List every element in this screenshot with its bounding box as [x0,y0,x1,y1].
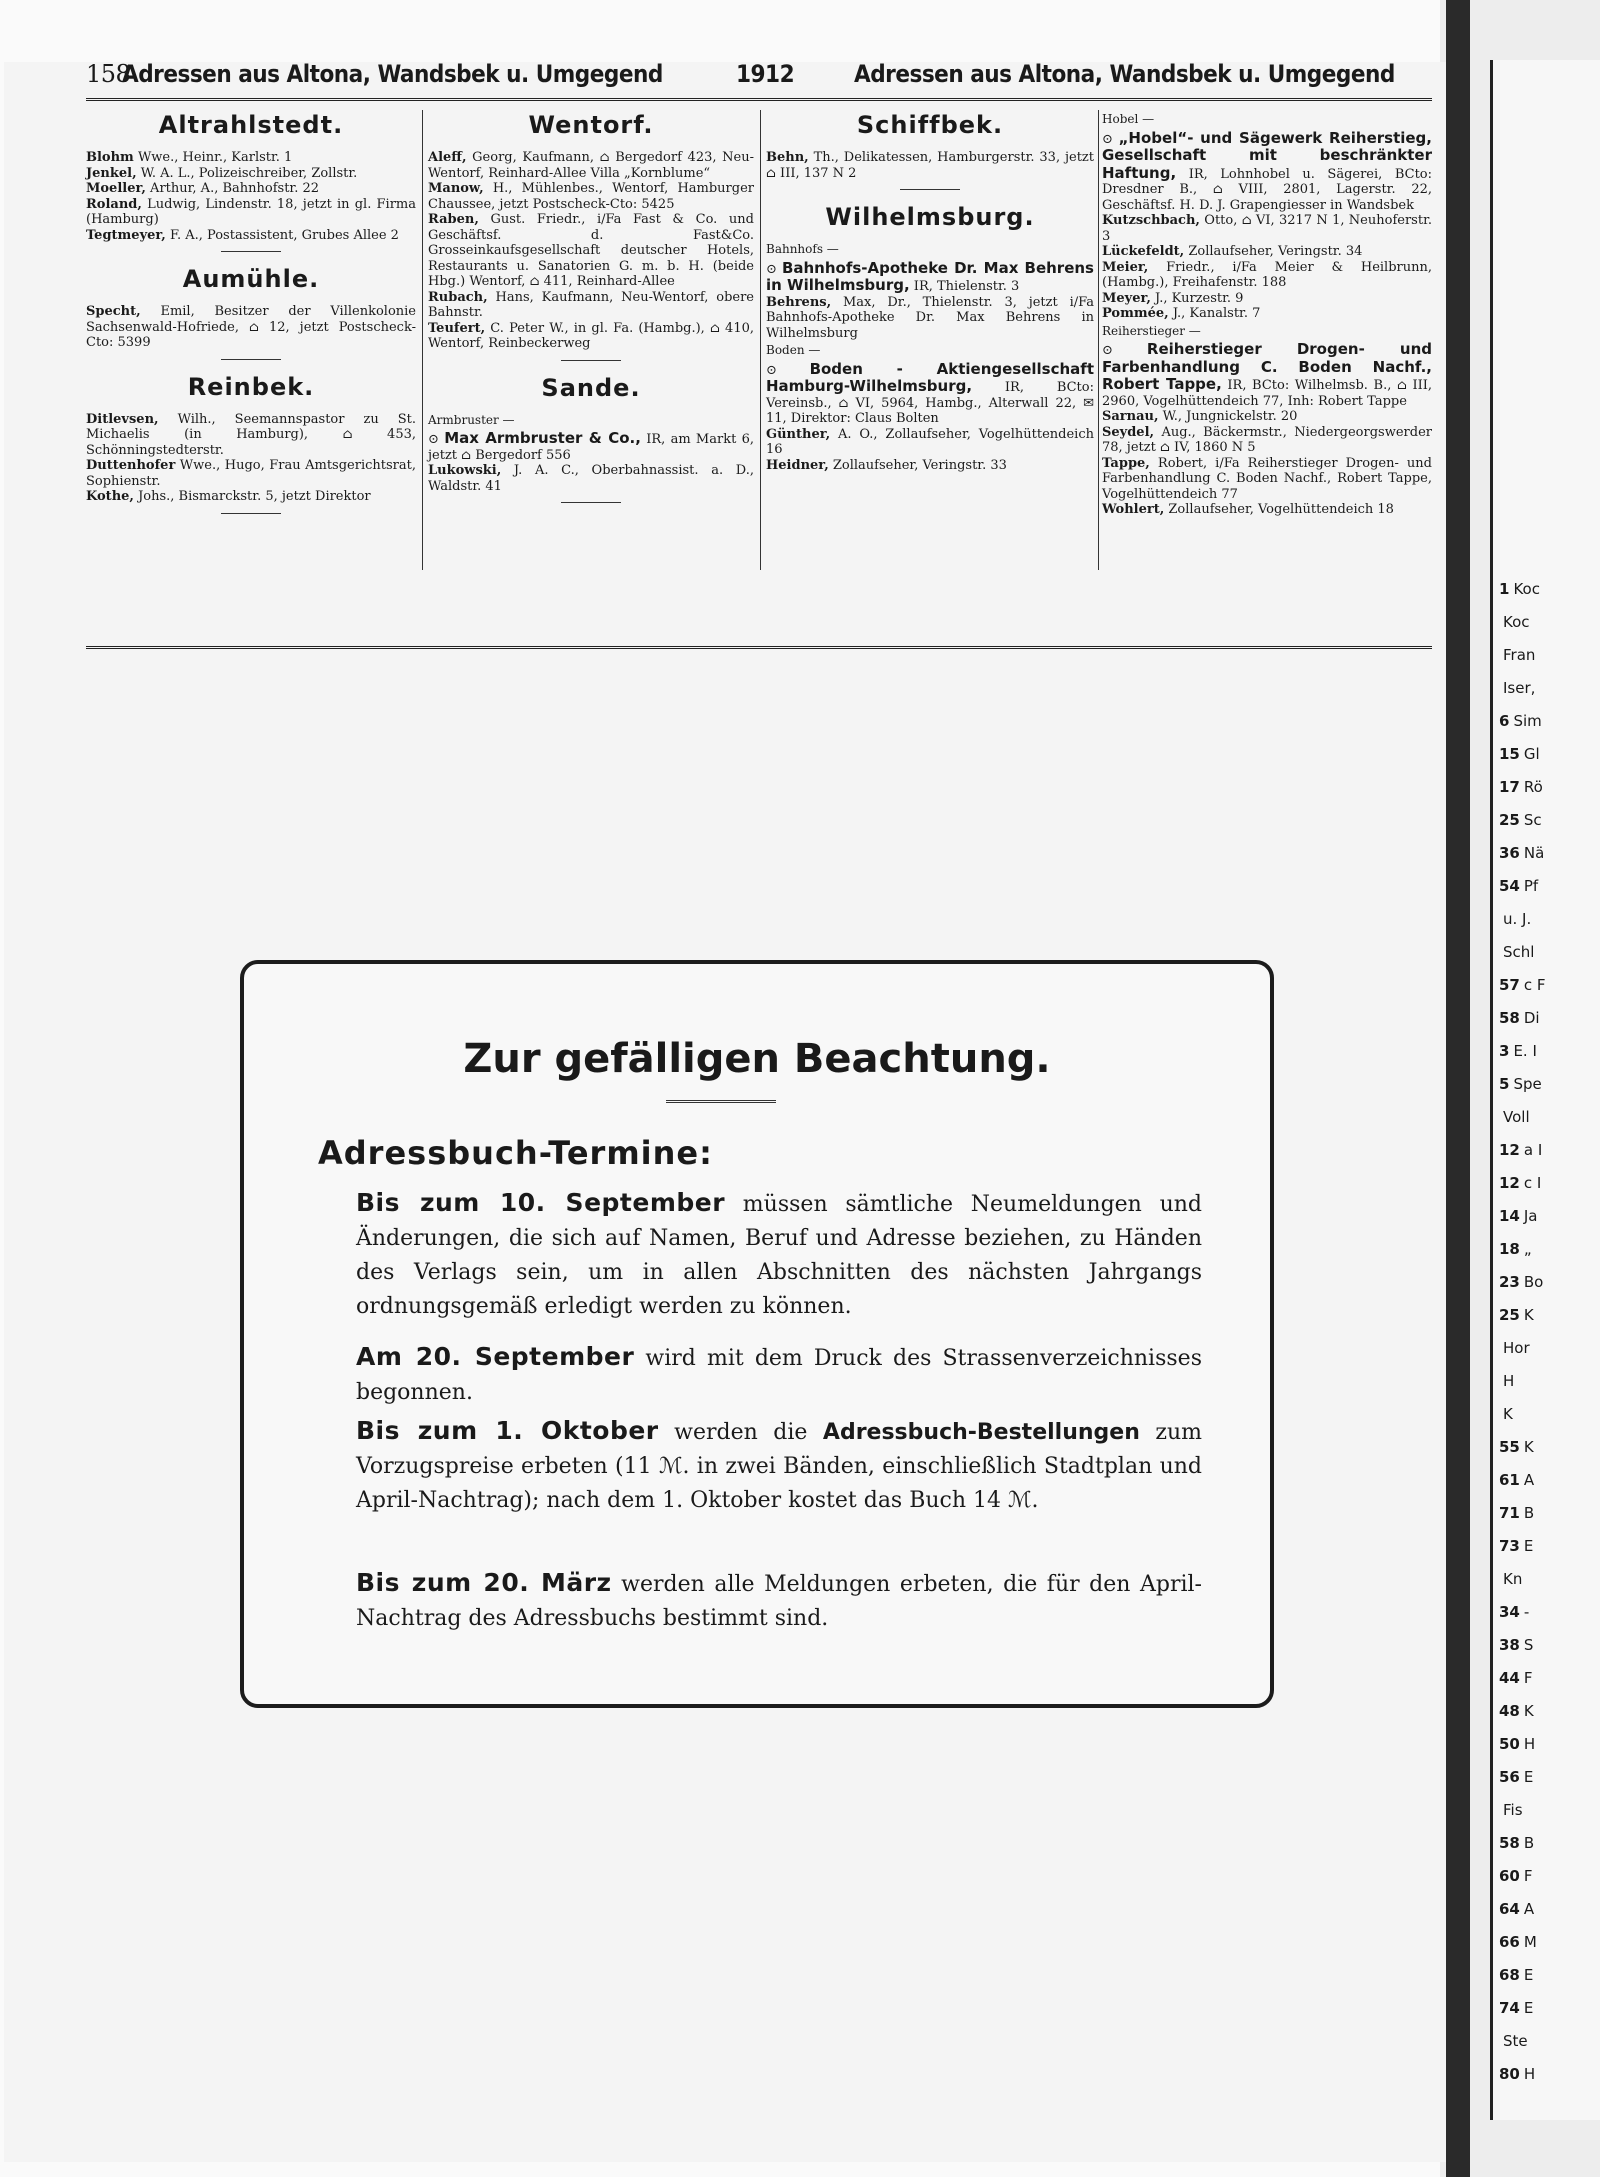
adjacent-page-line: Fran [1503,646,1536,664]
entry-details: A. O., Zollaufseher, Vogelhüttendeich 16 [766,426,1094,457]
entry-details: Arthur, A., Bahnhofstr. 22 [145,181,320,196]
entry-name: Specht, [86,304,141,319]
adjacent-page-line: 14 Ja [1499,1207,1538,1225]
header-year: 1912 [736,60,795,88]
firm-entry: ⊙ Bahnhofs-Apotheke Dr. Max Behrens in Wilhelmsburg, IR, Thielenstr. 3 [766,258,1094,294]
entry-name: Raben, [428,212,479,227]
entry-details: W. A. L., Polizeischreiber, Zollstr. [136,165,358,181]
adjacent-page-line: 3 E. I [1499,1042,1537,1060]
directory-entry [86,181,416,197]
adjacent-page-line: 68 E [1499,1966,1534,1984]
adjacent-page-line: H [1503,1372,1515,1390]
directory-entry [86,412,416,459]
adjacent-page-line: Fis [1503,1801,1523,1819]
adjacent-page-line: 23 Bo [1499,1273,1544,1291]
adjacent-page-line: 15 Gl [1499,745,1540,763]
category-label: Armbruster — [428,412,515,427]
directory-entry [1102,291,1432,307]
order-label: Adressbuch-Bestellungen [822,1420,1140,1445]
directory-entry [1102,244,1432,260]
category-label: Boden — [766,343,821,357]
town-heading-wilhelmsburg: Wilhelmsburg. [825,203,1035,231]
separator [561,502,621,503]
notice-paragraph-4 [356,1566,1202,1636]
entry-name: Blohm [86,150,134,165]
entry-details: Ludwig, Lindenstr. 18, jetzt in gl. Firma (Hamburg) [86,196,416,227]
firm-name: Boden - Aktiengesellschaft Hamburg-Wilhelmsburg, [766,359,1094,395]
firm-details: IR, am Markt 6, jetzt ⌂ Bergedorf 556 [428,432,754,463]
notice-title-rule [666,1100,776,1103]
firm-name: Bahnhofs-Apotheke Dr. Max Behrens in Wilhelmsburg, [766,258,1094,294]
adjacent-page-line: 38 S [1499,1636,1534,1654]
directory-entry [86,458,416,489]
entry-details: Hans, Kaufmann, Neu-Wentorf, obere Bahnstr. [428,289,754,320]
deadline-label: Am 20. September [356,1342,635,1371]
adjacent-page-line: 74 E [1499,1999,1534,2017]
entry-name: Kothe, [86,489,134,504]
category-label: Reiherstieger — [1102,323,1201,338]
firm-details: IR, BCto: Wilhelmsb. B., ⌂ III, 2960, Vogelhüttendeich 77, Inh: Robert Tappe [1102,378,1432,409]
town-heading-altrahlstedt: Altrahlstedt. [158,111,344,139]
entry-details: Zollaufseher, Vogelhüttendeich 18 [1164,502,1394,517]
entry-name: Behn, [766,150,809,165]
adjacent-page-line: 25 Sc [1499,811,1542,829]
firm-entry: ⊙ „Hobel“- und Sägewerk Reiherstieg, Gesellschaft mit beschränkter Haftung, IR, Lohnhobel u. Sägerei, BCto: Dresdner B., ⌂ VIII, 2801, Lagerstr. 22, Geschäftsf. H. D. J. Grapengiesser in Wandsbek [1102,128,1432,213]
separator [221,251,281,252]
directory-entry [1102,456,1432,503]
directory-entry [766,427,1094,458]
adjacent-page-line: 73 E [1499,1537,1534,1555]
entry-details: Zollaufseher, Veringstr. 33 [828,457,1007,473]
deadline-text: werden die [658,1420,823,1445]
header-right-title: Adressen aus Altona, Wandsbek u. Umgegend [854,60,1395,88]
notice-box [240,960,1274,1708]
adjacent-page-line: 58 Di [1499,1009,1540,1027]
entry-details: W., Jungnickelstr. 20 [1158,409,1298,424]
entry-details: F. A., Postassistent, Grubes Allee 2 [165,227,399,243]
directory-entry [428,290,754,321]
category-label: Bahnhofs — [766,242,839,256]
directory-entry [766,150,1094,181]
directory-entry [1102,260,1432,291]
entry-name: Moeller, [86,181,146,196]
directory-entry [428,321,754,352]
entry-details: Wilh., Seemannspastor zu St. Michaelis (in Hamburg), ⌂ 453, Schönningstedterstr. [86,411,416,458]
separator [900,189,960,190]
adjacent-page-line: 12 a I [1499,1141,1543,1159]
entry-name: Jenkel, [86,165,137,181]
adjacent-page-line: 54 Pf [1499,877,1539,895]
adjacent-page-line: 12 c I [1499,1174,1542,1192]
section-end-rule [86,646,1432,649]
entry-name: Günther, [766,426,831,442]
adjacent-page-line: Ste [1503,2032,1528,2050]
adjacent-page-line: 48 K [1499,1702,1534,1720]
entry-name: Lückefeldt, [1102,244,1185,259]
deadline-text: werden alle Meldungen erbeten, die für den April-Nachtrag des Adressbuchs bestimmt sind. [356,1572,1202,1631]
column-3 [766,110,1094,473]
firm-details: IR, BCto: Vereinsb., ⌂ VI, 5964, Hambg., Alterwall 22, ✉ 11, Direktor: Claus Bolten [766,380,1094,426]
entry-details: Aug., Bäckermstr., Niedergeorgswerder 78, jetzt ⌂ IV, 1860 N 5 [1102,424,1432,455]
entry-details: J. A. C., Oberbahnassist. a. D., Waldstr. 41 [428,463,754,494]
notice-paragraph-1 [356,1186,1202,1324]
deadline-label: Bis zum 10. September [356,1188,726,1217]
adjacent-page-line: 61 A [1499,1471,1535,1489]
deadline-text: zum Vorzugspreise erbeten (11 ℳ. in zwei Bänden, einschließlich Stadtplan und April-Nachtrag); nach dem 1. Oktober kostet das Buch 14 ℳ. [356,1420,1202,1513]
adjacent-page-line: Iser, [1503,679,1536,697]
book-binding-shadow [1446,0,1470,2177]
adjacent-page-line: 34 - [1499,1603,1530,1621]
directory-entry [1102,409,1432,425]
entry-details: J., Kanalstr. 7 [1168,306,1261,321]
column-2 [428,110,754,515]
adjacent-page-line: 55 K [1499,1438,1534,1456]
deadline-label: Bis zum 20. März [356,1568,612,1597]
directory-entry [1102,502,1432,518]
entry-name: Meyer, [1102,290,1151,306]
directory-entry [1102,306,1432,322]
adjacent-page-line: 71 B [1499,1504,1535,1522]
directory-entry [428,181,754,212]
entry-details: Georg, Kaufmann, ⌂ Bergedorf 423, Neu-Wentorf, Reinhard-Allee Villa „Kornblume“ [428,150,754,181]
directory-entry [86,166,416,182]
directory-entry: Behrens, Max, Dr., Thielenstr. 3, jetzt i/Fa Bahnhofs-Apotheke Dr. Max Behrens in Wilhelmsburg [766,294,1094,341]
entry-details: Robert, i/Fa Reiherstieger Drogen- und Farbenhandlung C. Boden Nachf., Robert Tappe, Vogelhüttendeich 77 [1102,455,1432,502]
firm-name: „Hobel“- und Sägewerk Reiherstieg, Gesellschaft mit beschränkter Haftung, [1102,128,1432,182]
town-heading-aumuehle: Aumühle. [182,265,320,293]
adjacent-page-line: 17 Rö [1499,778,1543,796]
directory-entry [428,150,754,181]
entry-details: Wwe., Hugo, Frau Amtsgerichtsrat, Sophienstr. [86,458,416,489]
entry-name: Roland, [86,196,142,212]
entry-name: Pommée, [1102,306,1169,321]
entry-name: Wohlert, [1102,502,1165,517]
town-heading-sande: Sande. [541,373,641,402]
notice-paragraph-2 [356,1340,1202,1410]
adjacent-page-line: 25 K [1499,1306,1534,1324]
adjacent-page-line: 1 Koc [1499,580,1540,598]
header-rule [86,98,1432,101]
entry-details: C. Peter W., in gl. Fa. (Hambg.), ⌂ 410, Wentorf, Reinbeckerweg [428,320,754,351]
entry-name: Heidner, [766,457,829,473]
page-header [86,60,1446,96]
separator [221,513,281,514]
entry-name: Teufert, [428,320,486,336]
entry-details: Zollaufseher, Veringstr. 34 [1184,244,1363,259]
directory-entry [428,212,754,290]
directory-entry [428,463,754,494]
directory-entry [86,489,416,505]
firm-entry: ⊙ Boden - Aktiengesellschaft Hamburg-Wilhelmsburg, IR, BCto: Vereinsb., ⌂ VI, 5964, Hambg., Alterwall 22, ✉ 11, Direktor: Claus Bolten [766,359,1094,426]
town-heading-reinbek: Reinbek. [187,372,315,401]
firm-entry: ⊙ Max Armbruster & Co., IR, am Markt 6, jetzt ⌂ Bergedorf 556 [428,429,754,463]
directory-entry [86,150,416,166]
column-4 [1102,110,1432,518]
entry-details: Johs., Bismarckstr. 5, jetzt Direktor [133,489,371,504]
column-divider [422,110,423,570]
entry-name: Ditlevsen, [86,411,159,427]
firm-details: IR, Thielenstr. 3 [909,279,1020,294]
adjacent-page-line: 18 „ [1499,1240,1532,1258]
notice-title: Zur gefälligen Beachtung. [463,1036,1051,1082]
adjacent-page-line: 44 F [1499,1669,1533,1687]
firm-name: Reiherstieger Drogen- und Farbenhandlung C. Boden Nachf., Robert Tappe, [1102,340,1432,393]
separator [221,359,281,360]
directory-entry [86,228,416,244]
adjacent-page-line: Koc [1503,613,1530,631]
directory-entry [86,197,416,228]
page-number: 158 [86,60,131,88]
entry-name: Kutzschbach, [1102,213,1200,228]
category-label: Hobel — [1102,112,1155,126]
adjacent-page-line: 36 Nä [1499,844,1545,862]
adjacent-page-line: 60 F [1499,1867,1533,1885]
town-heading-wentorf: Wentorf. [528,111,654,139]
adjacent-page-line: 5 Spe [1499,1075,1542,1093]
entry-name: Manow, [428,181,484,196]
entry-details: H., Mühlenbes., Wentorf, Hamburger Chaussee, jetzt Postscheck-Cto: 5425 [428,181,754,212]
entry-details: Otto, ⌂ VI, 3217 N 1, Neuhoferstr. 3 [1102,213,1432,244]
firm-name: Max Armbruster & Co., [444,429,641,447]
header-left-title: Adressen aus Altona, Wandsbek u. Umgegend [122,60,663,88]
entry-details: Wwe., Heinr., Karlstr. 1 [133,150,293,165]
directory-entry [766,458,1094,474]
town-heading-schiffbek: Schiffbek. [856,111,1004,139]
entry-name: Seydel, [1102,424,1155,440]
notice-subtitle: Adressbuch-Termine: [318,1134,713,1172]
adjacent-page-line: Voll [1503,1108,1530,1126]
adjacent-page-line: Schl [1503,943,1535,961]
adjacent-page-line: 56 E [1499,1768,1534,1786]
column-divider [1098,110,1099,570]
adjacent-page-line: 64 A [1499,1900,1535,1918]
entry-name: Tappe, [1102,455,1150,471]
adjacent-page-line: 50 H [1499,1735,1536,1753]
adjacent-page-line: Kn [1503,1570,1523,1588]
adjacent-page-line: Hor [1503,1339,1530,1357]
entry-name: Rubach, [428,289,488,305]
directory-entry [86,304,416,351]
adjacent-page-line: 58 B [1499,1834,1535,1852]
entry-name: Aleff, [428,150,467,165]
adjacent-page-line: 80 H [1499,2065,1536,2083]
firm-details: IR, Lohnhobel u. Sägerei, BCto: Dresdner B., ⌂ VIII, 2801, Lagerstr. 22, Geschäftsf. H. D. J. Grapengiesser in Wandsbek [1102,166,1432,213]
entry-name: Meier, [1102,259,1149,275]
column-divider [760,110,761,570]
entry-details: Emil, Besitzer der Villenkolonie Sachsenwald-Hofriede, ⌂ 12, jetzt Postscheck-Cto: 5399 [86,304,416,350]
entry-name: Lukowski, [428,463,502,478]
adjacent-page-line: 6 Sim [1499,712,1542,730]
adjacent-page-line: u. J. [1503,910,1532,928]
separator [561,360,621,361]
firm-entry: ⊙ Reiherstieger Drogen- und Farbenhandlung C. Boden Nachf., Robert Tappe, IR, BCto: Wilhelmsb. B., ⌂ III, 2960, Vogelhüttendeich 77, Inh: Robert Tappe [1102,340,1432,409]
entry-details: Gust. Friedr., i/Fa Fast & Co. und Geschäftsf. d. Fast&Co. Grosseinkaufsgesellschaft deutscher Hotels, Restaurants u. Sanatorien G. m. b. H. (beide Hbg.) Wentorf, ⌂ 411, Reinhard-Allee [428,212,754,289]
deadline-label: Bis zum 1. Oktober [356,1416,659,1445]
deadline-text: müssen sämtliche Neumeldungen und Änderungen, die sich auf Namen, Beruf und Adresse beziehen, zu Händen des Verlags sein, um in allen Abschnitten des nächsten Jahrgangs ordnungsgemäß erledigt werden zu können. [356,1192,1203,1319]
adjacent-page-line: 57 c F [1499,976,1546,994]
entry-name: Duttenhofer [86,458,176,473]
directory-entry [1102,425,1432,456]
deadline-text: wird mit dem Druck des Strassenverzeichnisses begonnen. [356,1346,1202,1405]
entry-details: Friedr., i/Fa Meier & Heilbrunn, (Hambg.), Freihafenstr. 188 [1102,259,1432,290]
entry-details: Th., Delikatessen, Hamburgerstr. 33, jetzt ⌂ III, 137 N 2 [766,150,1094,181]
entry-name: Tegtmeyer, [86,227,166,243]
adjacent-page-line: K [1503,1405,1513,1423]
entry-name: Sarnau, [1102,409,1159,424]
entry-details: J., Kurzestr. 9 [1150,290,1244,306]
directory-entry [1102,213,1432,244]
adjacent-page [1490,60,1600,2120]
column-1 [86,110,416,526]
adjacent-page-line: 66 M [1499,1933,1537,1951]
notice-paragraph-3 [356,1414,1202,1518]
